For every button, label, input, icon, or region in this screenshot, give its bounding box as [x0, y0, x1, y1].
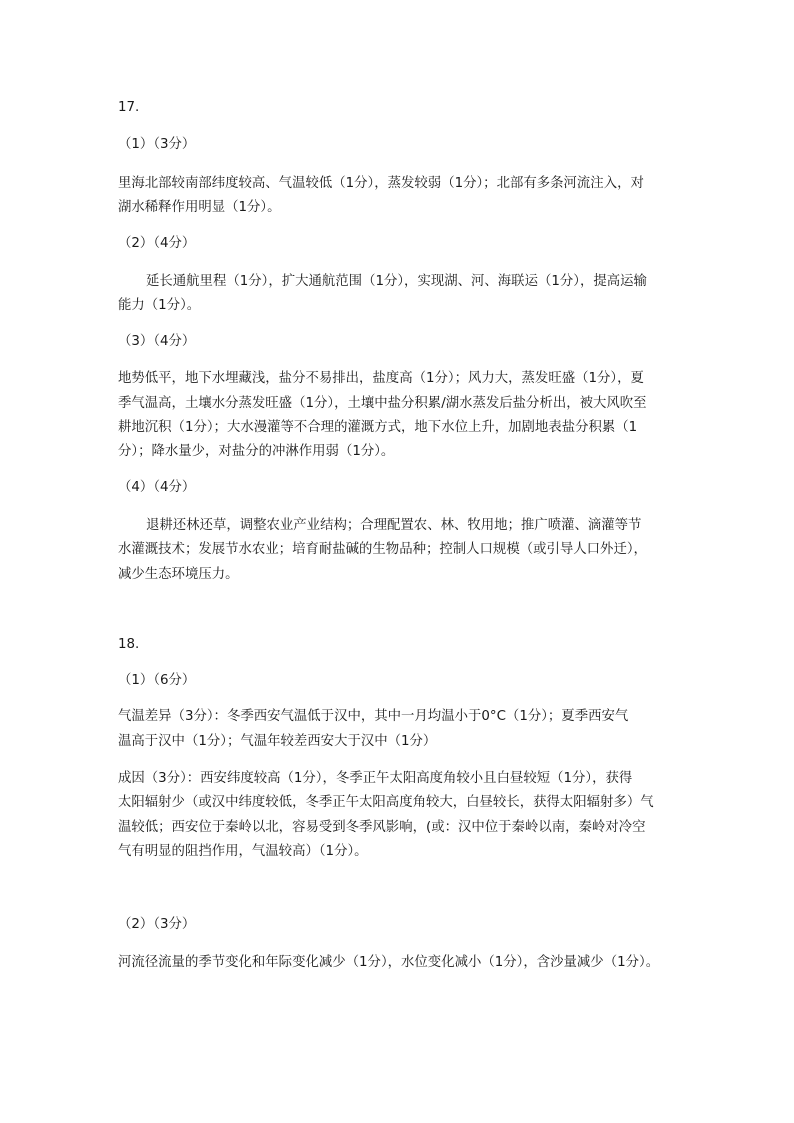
q17-part2-heading: （2）（4分） [118, 236, 196, 251]
q17-part1-heading: （1）（3分） [118, 137, 196, 152]
q17-part4-heading: （4）（4分） [118, 480, 196, 495]
q17-part2-line: 延长通航里程（1分），扩大通航范围（1分），实现湖、河、海联运（1分），提高运输 [146, 274, 647, 289]
q17-part1-line: 湖水稀释作用明显（1分）。 [118, 200, 281, 215]
q17-part3-heading: （3）（4分） [118, 334, 196, 349]
q17-part4-line: 减少生态环境压力。 [118, 567, 239, 582]
q17-part3-line: 耕地沉积（1分）；大水漫灌等不合理的灌溉方式，地下水位上升，加剧地表盐分积累（1 [118, 420, 638, 435]
q17-part1-line: 里海北部较南部纬度较高、气温较低（1分），蒸发较弱（1分）；北部有多条河流注入，对 [118, 176, 644, 191]
q17-part2-line: 能力（1分）。 [118, 298, 201, 313]
q18-part1-heading: （1）（6分） [118, 673, 196, 688]
q17-part3-line: 季气温高，土壤水分蒸发旺盛（1分），土壤中盐分积累/湖水蒸发后盐分析出，被大风吹至 [118, 396, 647, 411]
q18-part1-cause-line: 气有明显的阻挡作用，气温较高）（1分）。 [118, 844, 368, 859]
question-17-number: 17. [118, 100, 140, 115]
question-18-number: 18. [118, 637, 140, 652]
q18-part1-cause-line: 成因（3分）：西安纬度较高（1分），冬季正午太阳高度角较小且白昼较短（1分），获得 [118, 771, 633, 786]
q18-part1-cause-line: 太阳辐射少（或汉中纬度较低，冬季正午太阳高度角较大，白昼较长，获得太阳辐射多）气 [118, 795, 654, 810]
q18-part1-temperature-line: 气温差异（3分）：冬季西安气温低于汉中，其中一月均温小于0°C（1分）；夏季西安气 [118, 709, 629, 724]
q18-part1-temperature-line: 温高于汉中（1分）；气温年较差西安大于汉中（1分） [118, 734, 437, 749]
q17-part4-line: 水灌溉技术；发展节水农业；培育耐盐碱的生物品种；控制人口规模（或引导人口外迁）， [118, 542, 647, 557]
q18-part1-cause-line: 温较低；西安位于秦岭以北，容易受到冬季风影响，(或：汉中位于秦岭以南，秦岭对冷空 [118, 820, 646, 835]
q17-part4-line: 退耕还林还草，调整农业产业结构；合理配置农、林、牧用地；推广喷灌、滴灌等节 [146, 518, 642, 533]
q17-part3-line: 分）；降水量少，对盐分的冲淋作用弱（1分）。 [118, 444, 395, 459]
q17-part3-line: 地势低平，地下水埋藏浅，盐分不易排出，盐度高（1分）；风力大，蒸发旺盛（1分），夏 [118, 371, 644, 386]
q18-part2-heading: （2）（3分） [118, 917, 196, 932]
q18-part2-line: 河流径流量的季节变化和年际变化减少（1分），水位变化减小（1分），含沙量减少（1分）。 [118, 955, 660, 970]
